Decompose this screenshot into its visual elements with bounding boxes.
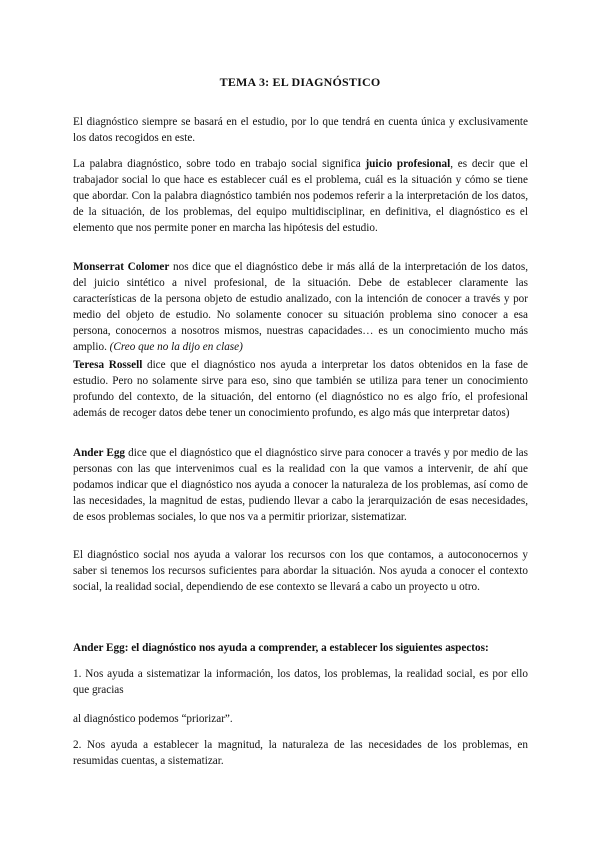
author-colomer: Monserrat Colomer [73,261,170,273]
definition-bold-term: juicio profesional [365,158,451,170]
paragraph-definition [73,156,528,236]
paragraph-colomer [73,259,528,355]
author-rossell: Teresa Rossell [73,359,143,371]
definition-text-pre: La palabra diagnóstico, sobre todo en trabajo social significa [73,158,366,170]
paragraph-rossell [73,357,528,421]
section-heading: Ander Egg: el diagnóstico nos ayuda a comprender, a establecer los siguientes aspectos: [73,642,489,654]
paragraph-ander-egg [73,445,528,525]
colomer-note: (Creo que no la dijo en clase) [109,341,243,353]
list-item-1: 1. Nos ayuda a sistematizar la información, los datos, los problemas, la realidad social, es por ello que gracias [73,668,528,696]
colomer-text: nos dice que el diagnóstico debe ir más allá de la interpretación de los datos, del juicio sintético a nivel profesional, de la situación. Debe de establecer claramente las características de la persona objeto de estudio analizado, con la intención de conocer a través y por medio del objeto de estudio. No solamente conocer su situación problema sino conocer a esa persona, conocernos a nosotros mismos, nuestras capacidades… es un conocimiento mucho más amplio. [73,261,528,353]
ander-egg-text: dice que el diagnóstico que el diagnóstico sirve para conocer a través y por medio de las personas con las que intervenimos cual es la realidad con la que vamos a intervenir, de ahí que podamos indicar que el diagnóstico nos ayuda a conocer la naturaleza de los problemas, así como de las necesidades, la magnitud de estas, pudiendo llevar a cabo la jerarquización de esas necesidades, de esos problemas sociales, lo que nos va a permitir priorizar, sistematizar. [73,447,528,523]
rossell-text: dice que el diagnóstico nos ayuda a interpretar los datos obtenidos en la fase de estudio. Pero no solamente sirve para eso, sino que también se utiliza para tener un conocimiento profundo del contexto, de la situación, del entorno (el diagnóstico no es algo frío, el profesional además de recoger datos debe tener un conocimiento profundo, es algo más que interpretar datos) [73,359,528,419]
author-ander-egg: Ander Egg [73,447,126,459]
document-title: TEMA 3: EL DIAGNÓSTICO [219,75,381,89]
list-item-1-continued: al diagnóstico podemos “priorizar”. [73,713,233,725]
paragraph-intro: El diagnóstico siempre se basará en el estudio, por lo que tendrá en cuenta única y exclusivamente los datos recogidos en este. [73,116,528,144]
paragraph-social-diagnosis: El diagnóstico social nos ayuda a valorar los recursos con los que contamos, a autoconocernos y saber si tenemos los recursos suficientes para abordar la situación. Nos ayuda a conocer el contexto social, la realidad social, dependiendo de ese contexto se llevará a cabo un proyecto u otro. [73,549,528,593]
definition-text-post: , es decir que el trabajador social lo que hace es establecer cuál es el problema, cuál es la situación y cómo se tiene que abordar. Con la palabra diagnóstico también nos podemos referir a la interpretación de los datos, de la situación, de los problemas, del equipo multidisciplinar, en definitiva, el diagnóstico es el elemento que nos permite poner en marcha las hipótesis del estudio. [73,158,528,234]
list-item-2: 2. Nos ayuda a establecer la magnitud, la naturaleza de las necesidades de los problemas, en resumidas cuentas, a sistematizar. [73,739,528,767]
